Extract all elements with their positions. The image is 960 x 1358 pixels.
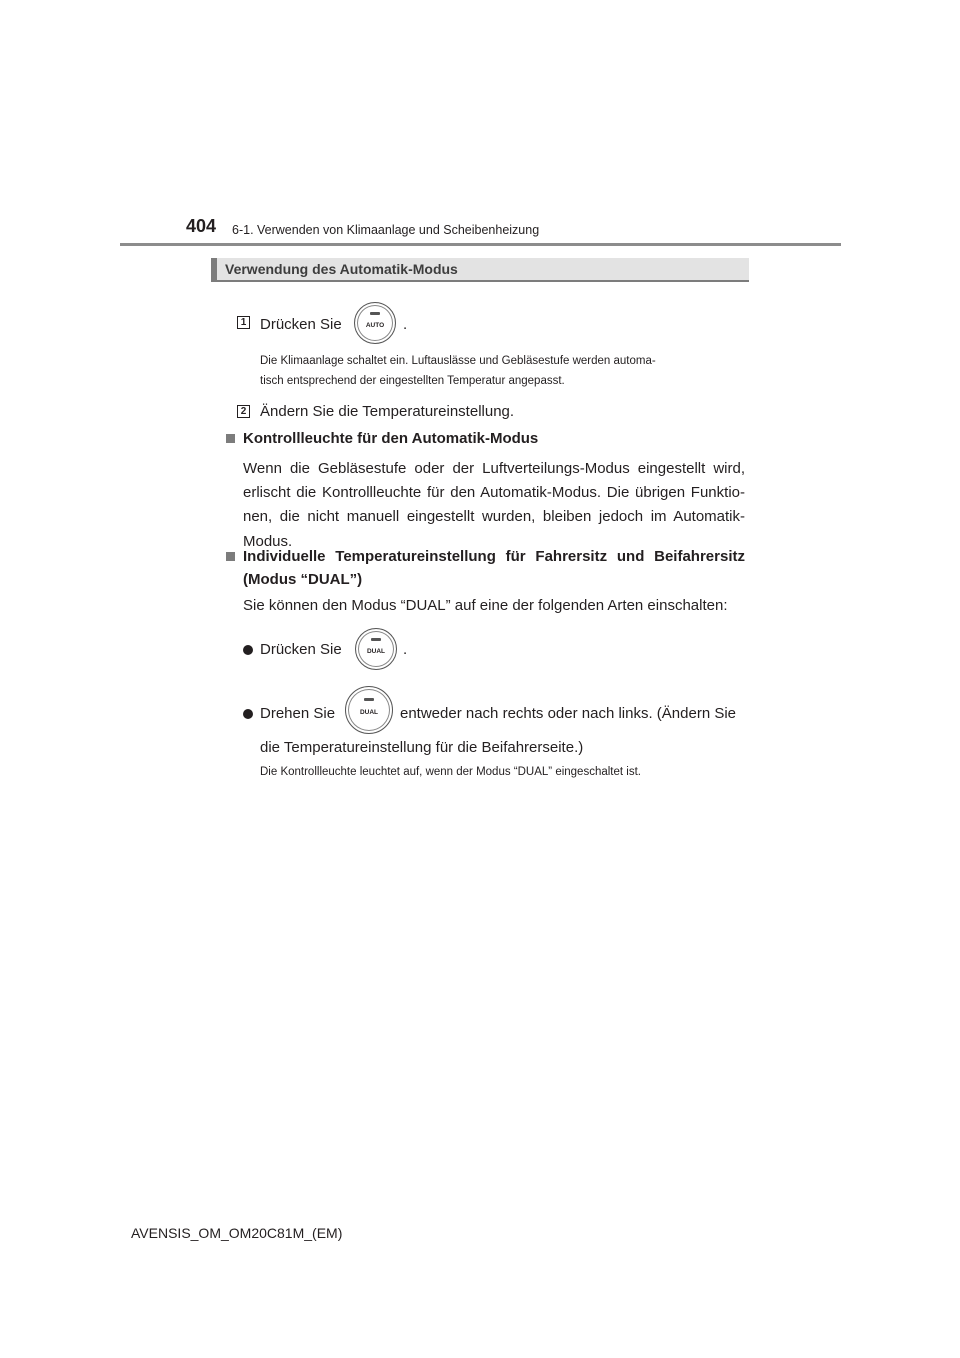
section-accent [211,258,217,280]
dual-heading-line-2: (Modus “DUAL”) [243,571,363,588]
indicator-line-4: Modus. [243,533,293,550]
page-number: 404 [186,216,217,236]
subheading-marker [226,552,235,561]
dual-dial-icon [345,686,393,734]
chapter-title: 6-1. Verwenden von Klimaanlage und Scheibenheizung [232,223,540,237]
dual-bullet-2-text: Drehen Sie [260,705,336,722]
indicator-line-2: erlischt die Kontrollleuchte für den Automatik-Modus. Die übrigen Funktio- [243,484,745,501]
dual-indicator-led [371,638,381,641]
auto-button-icon [354,302,396,344]
auto-button-label: AUTO [365,322,385,329]
bullet-dot [243,645,253,655]
dual-bullet-2-line-2: die Temperatureinstellung für die Beifahrerseite.) [260,739,584,756]
step-1-note-line-2: tisch entsprechend der eingestellten Temperatur angepasst. [260,375,565,387]
header-divider [120,243,841,246]
dual-bullet-1-text: Drücken Sie [260,641,342,658]
section-title: Verwendung des Automatik-Modus [225,261,458,277]
bullet-dot [243,709,253,719]
auto-indicator-led [370,312,380,315]
section-heading-bar [211,258,749,282]
document-id: AVENSIS_OM_OM20C81M_(EM) [131,1225,343,1241]
indicator-heading: Kontrollleuchte für den Automatik-Modus [243,430,539,447]
dual-button-icon [355,628,397,670]
dual-intro: Sie können den Modus “DUAL” auf eine der folgenden Arten einschalten: [243,597,728,614]
dual-dial-label: DUAL [359,709,379,716]
dual-dial-led [364,698,374,701]
step-1-note-line-1: Die Klimaanlage schaltet ein. Luftauslässe und Gebläsestufe werden automa- [260,355,656,367]
dual-button-label: DUAL [366,648,386,655]
step-number-1: 1 [237,316,250,329]
dual-note: Die Kontrollleuchte leuchtet auf, wenn der Modus “DUAL” eingeschaltet ist. [260,766,641,778]
dual-bullet-2-continuation: entweder nach rechts oder nach links. (Ändern Sie [400,705,737,722]
dual-heading-line-1: Individuelle Temperatureinstellung für Fahrersitz und Beifahrersitz [243,548,745,565]
indicator-line-3: nen, die nicht manuell eingestellt wurden, bleiben jedoch im Automatik- [243,508,745,525]
step-1-period: . [403,316,408,333]
step-number-2: 2 [237,405,250,418]
step-2-text: Ändern Sie die Temperatureinstellung. [260,403,515,420]
dual-bullet-1-period: . [403,641,408,658]
step-1-text: Drücken Sie [260,316,342,333]
indicator-line-1: Wenn die Gebläsestufe oder der Luftverteilungs-Modus eingestellt wird, [243,460,745,477]
subheading-marker [226,434,235,443]
